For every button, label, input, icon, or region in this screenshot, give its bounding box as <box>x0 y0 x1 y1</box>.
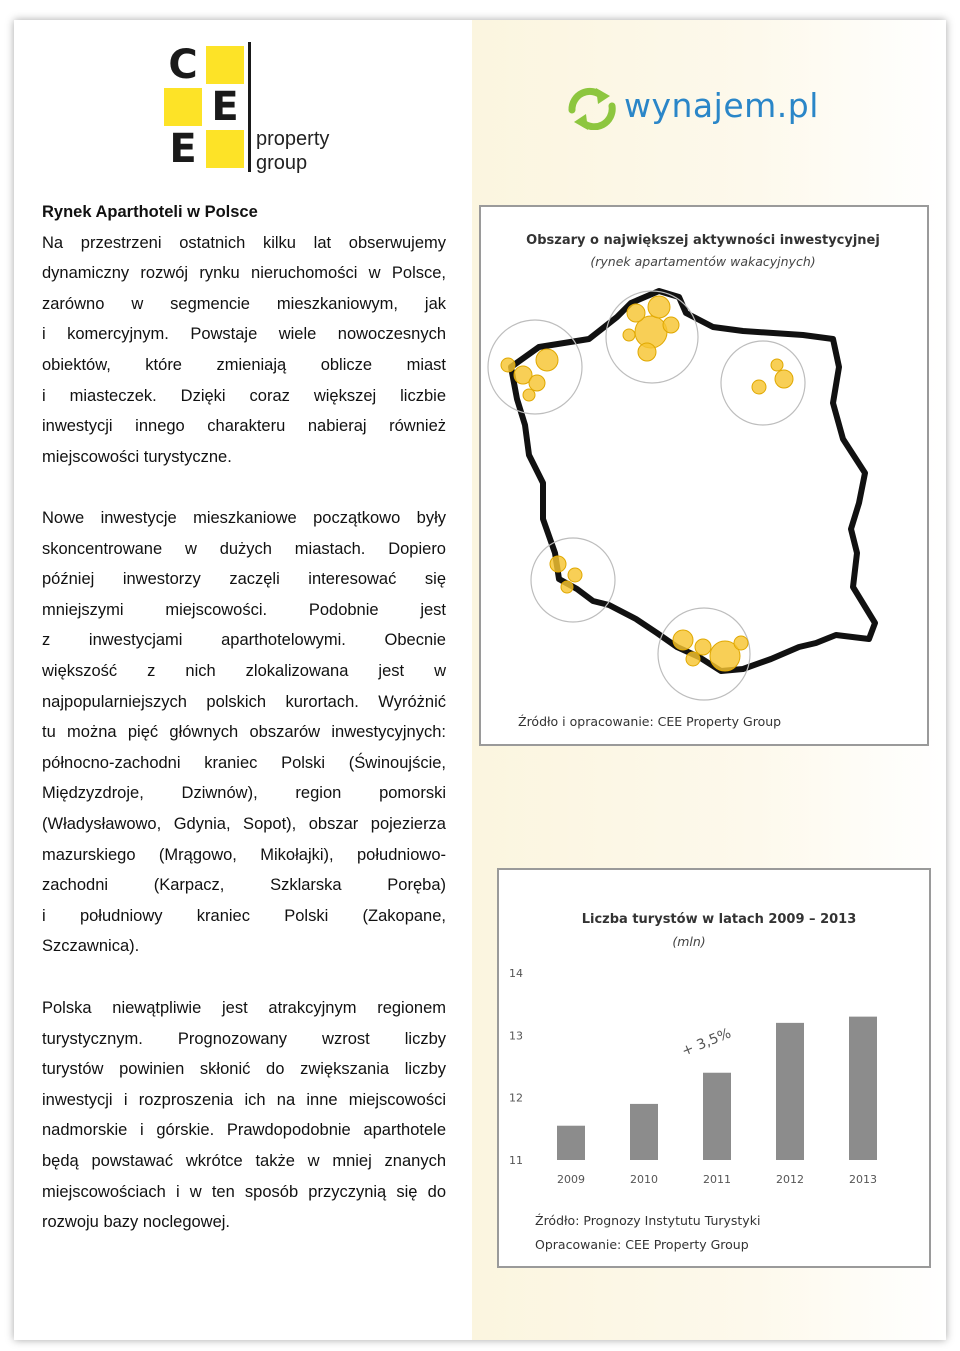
investment-areas-map <box>479 205 929 746</box>
paragraph-1 <box>42 228 446 473</box>
tourists-bar-chart <box>497 868 931 1268</box>
map-source: Źródło i opracowanie: CEE Property Group <box>518 714 782 729</box>
bubble <box>673 630 693 650</box>
text-line: miejscowościach i w ten sposób przyczynią się do <box>42 1182 446 1201</box>
text-line: turystycznym. Prognozowany wzrost liczby <box>42 1029 446 1048</box>
paragraph-2 <box>42 503 446 962</box>
cee-letter-e: E <box>169 126 197 172</box>
text-line: i miasteczek. Dzięki coraz większej liczbie <box>42 386 446 405</box>
bubble <box>623 329 635 341</box>
text-line: mazurskiego (Mrągowo, Mikołajki), południowo- <box>42 845 446 864</box>
article-column <box>42 503 446 962</box>
cee-letter-e: E <box>211 84 239 130</box>
chart-source: Źródło: Prognozy Instytutu Turystyki <box>535 1213 761 1228</box>
wynajem-logo-text: wynajem.pl <box>624 86 819 125</box>
x-tick-label: 2010 <box>630 1173 658 1186</box>
text-line: północno-zachodni kraniec Polski (Świnoujście, <box>42 753 446 772</box>
text-line: Polska niewątpliwie jest atrakcyjnym regionem <box>42 999 446 1017</box>
bubble <box>536 349 558 371</box>
chart-subtitle: (mln) <box>672 934 706 949</box>
bubble <box>734 636 748 650</box>
text-line: Międzyzdroje, Dziwnów), region pomorski <box>42 784 446 803</box>
chart-credits: Opracowanie: CEE Property Group <box>535 1237 749 1252</box>
bubble <box>686 652 700 666</box>
text-line: dynamiczny rozwój rynku nieruchomości w Polsce, <box>42 264 446 283</box>
bar-2013 <box>849 1017 877 1160</box>
text-line: (Władysławowo, Gdynia, Sopot), obszar pojezierza <box>42 814 446 833</box>
text-line: zarówno w segmencie mieszkaniowym, jak <box>42 294 446 313</box>
y-tick-label: 13 <box>509 1029 523 1043</box>
bubble <box>771 359 783 371</box>
text-line: Nowe inwestycje mieszkaniowe początkowo były <box>42 509 446 527</box>
bubble <box>627 304 645 322</box>
cee-logo-word-property: property <box>256 128 330 150</box>
text-line: mniejszymi miejscowości. Podobnie jest <box>42 600 446 619</box>
bubble <box>648 296 670 318</box>
paragraph-3 <box>42 993 446 1238</box>
cee-logo-divider <box>248 42 251 172</box>
bubble <box>752 380 766 394</box>
recycle-arrows-icon <box>566 86 618 130</box>
bubble <box>523 389 535 401</box>
text-line: obiektów, które zmieniają oblicze miast <box>42 355 446 374</box>
bar-2010 <box>630 1104 658 1160</box>
bar-2011 <box>703 1073 731 1160</box>
chart-title: Liczba turystów w latach 2009 – 2013 <box>581 912 857 927</box>
bubble <box>663 317 679 333</box>
poland-map-svg <box>481 207 927 744</box>
cee-letter-c: C <box>168 42 198 88</box>
text-line: miejscowości turystyczne. <box>42 447 232 466</box>
bar-chart-svg <box>499 870 929 1266</box>
bubble <box>550 556 566 572</box>
bubble <box>529 375 545 391</box>
bubble <box>501 358 515 372</box>
map-subtitle: (rynek apartamentów wakacyjnych) <box>590 254 816 269</box>
bubble <box>561 581 573 593</box>
x-tick-label: 2011 <box>703 1173 731 1186</box>
cee-yellow-square <box>206 46 244 84</box>
text-line: skoncentrowane w dużych miastach. Dopiero <box>42 539 446 558</box>
article-column <box>42 197 446 472</box>
text-line: później inwestorzy zaczęli interesować się <box>42 570 446 589</box>
x-axis-labels <box>557 1173 877 1186</box>
text-line: Na przestrzeni ostatnich kilku lat obserwujemy <box>42 233 446 252</box>
poland-outline <box>511 291 875 671</box>
text-line: i południowy kraniec Polski (Zakopane, <box>42 906 446 925</box>
wynajem-logo <box>566 86 819 130</box>
bubble <box>638 343 656 361</box>
y-tick-label: 11 <box>509 1154 523 1167</box>
article-column <box>42 993 446 1238</box>
text-line: najpopularniejszych polskich kurortach. Wyróżnić <box>42 692 446 711</box>
text-line: i komercyjnym. Powstaje wiele nowoczesnych <box>42 325 446 344</box>
text-line: turystów powinien skłonić do zwiększania liczby <box>42 1060 446 1079</box>
text-line: Szczawnica). <box>42 937 140 956</box>
bubble <box>775 370 793 388</box>
cee-property-group-logo <box>164 42 354 178</box>
map-title: Obszary o największej aktywności inwestycyjnej <box>526 233 880 248</box>
bar-2012 <box>776 1023 804 1160</box>
text-line: zachodni (Karpacz, Szklarska Poręba) <box>42 876 446 895</box>
growth-annotation: + 3,5% <box>679 1025 734 1060</box>
text-line: inwestycji innego charakteru nabieraj również <box>42 417 446 436</box>
text-line: rozwoju bazy noclegowej. <box>42 1213 231 1232</box>
x-tick-label: 2013 <box>849 1173 877 1186</box>
y-tick-label: 12 <box>509 1091 523 1105</box>
cee-logo-grid <box>164 42 248 172</box>
cee-yellow-square <box>206 130 244 168</box>
text-line: nadmorskie i górskie. Prawdopodobnie aparthotele <box>42 1121 446 1140</box>
text-line: tu można pięć głównych obszarów inwestycyjnych: <box>42 723 446 742</box>
text-line: będą powstawać wkrótce także w mniej znanych <box>42 1151 446 1170</box>
cee-logo-word-group: group <box>256 152 308 174</box>
text-line: większość z nich zlokalizowana jest w <box>42 661 446 680</box>
text-line: inwestycji i rozproszenia ich na inne miejscowości <box>42 1090 446 1109</box>
bubble <box>568 568 582 582</box>
article-title: Rynek Aparthoteli w Polsce <box>42 203 258 221</box>
x-tick-label: 2009 <box>557 1173 585 1186</box>
x-tick-label: 2012 <box>776 1173 804 1186</box>
cee-yellow-square <box>164 88 202 126</box>
text-line: z inwestycjami aparthotelowymi. Obecnie <box>42 631 446 650</box>
y-axis-ticks <box>509 967 523 1167</box>
bubble <box>695 639 711 655</box>
y-tick-label: 14 <box>509 967 523 980</box>
bar-2009 <box>557 1126 585 1160</box>
